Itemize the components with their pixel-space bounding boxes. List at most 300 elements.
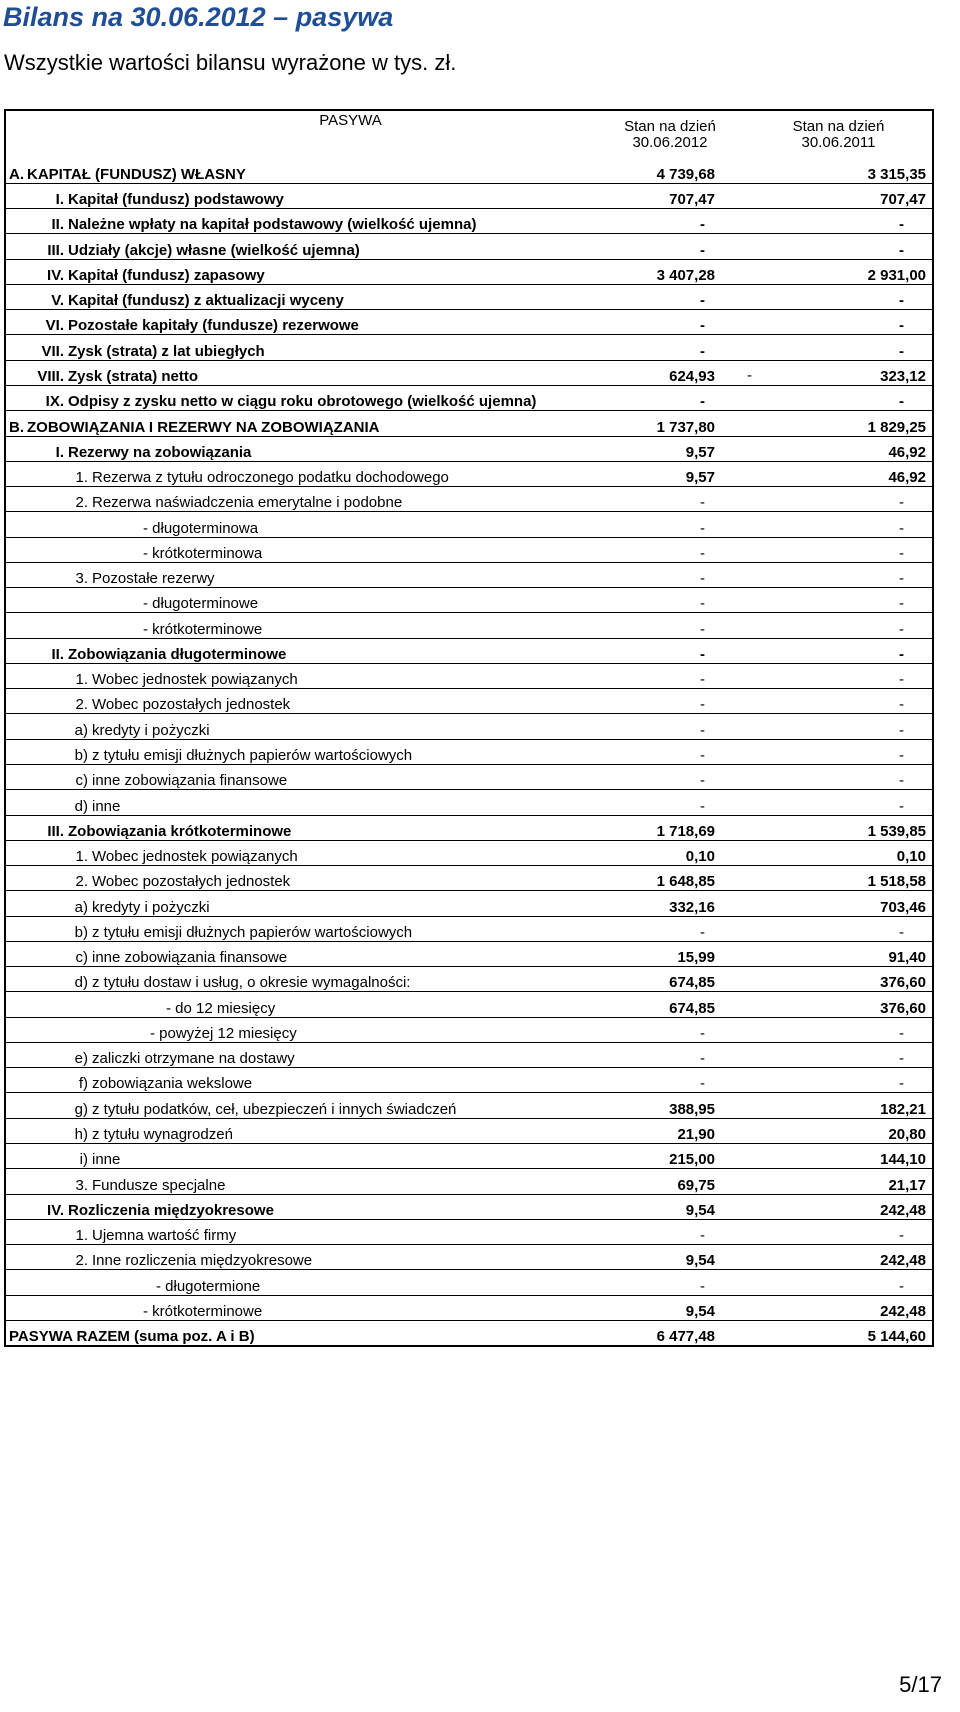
table-row <box>5 209 933 234</box>
page-number: 5/17 <box>899 1672 942 1697</box>
value-2011: - <box>899 519 904 537</box>
row-label-cell <box>5 765 595 790</box>
value-2011: - <box>899 721 904 739</box>
value-2011: 182,21 <box>880 1100 926 1118</box>
value-2012-cell <box>595 512 745 537</box>
value-2011-cell <box>745 840 933 865</box>
value-2011: 1 518,58 <box>867 873 926 891</box>
value-2012: - <box>700 797 705 815</box>
value-2011-cell <box>745 1270 933 1295</box>
value-2012: 1 648,85 <box>656 873 715 891</box>
value-2011-cell <box>745 335 933 360</box>
balance-sheet-table <box>4 109 934 1347</box>
table-row <box>5 537 933 562</box>
value-2012: 9,54 <box>685 1302 715 1320</box>
value-2012-cell <box>595 689 745 714</box>
value-2012: 3 407,28 <box>656 266 715 284</box>
table-row <box>5 1143 933 1168</box>
row-label-cell <box>5 790 595 815</box>
value-2012-cell <box>595 613 745 638</box>
row-label: ZOBOWIĄZANIA I REZERWY NA ZOBOWIĄZANIA <box>27 418 380 436</box>
row-label: - krótkoterminowe <box>143 1302 263 1320</box>
value-2011: 1 829,25 <box>867 418 926 436</box>
value-2012-cell <box>595 891 745 916</box>
row-label: z tytułu dostaw i usług, o okresie wymagalności: <box>92 974 411 992</box>
row-label: z tytułu emisji dłużnych papierów wartościowych <box>92 923 413 941</box>
value-2012-cell <box>595 360 745 385</box>
value-2012-cell <box>595 1118 745 1143</box>
row-label-cell <box>5 411 595 436</box>
row-label: Odpisy z zysku netto w ciągu roku obrotowego (wielkość ujemna) <box>68 393 537 411</box>
row-label-cell <box>5 360 595 385</box>
value-2011-cell <box>745 916 933 941</box>
value-2011-cell <box>745 1245 933 1270</box>
value-2012-cell <box>595 941 745 966</box>
row-label-cell <box>5 284 595 309</box>
table-row <box>5 739 933 764</box>
row-number: IV. <box>47 266 64 284</box>
value-2012: - <box>700 671 705 689</box>
row-label: - krótkoterminowa <box>143 544 263 562</box>
value-2012-cell <box>595 1245 745 1270</box>
row-label: Wobec jednostek powiązanych <box>92 671 298 689</box>
value-2011: - <box>899 1227 904 1245</box>
row-label-cell <box>5 310 595 335</box>
table-row <box>5 941 933 966</box>
header-col-2012 <box>595 110 745 158</box>
row-label: - do 12 miesięcy <box>166 999 276 1017</box>
row-label-cell <box>5 562 595 587</box>
table-row <box>5 1219 933 1244</box>
value-2012: 15,99 <box>677 949 715 967</box>
row-number: I. <box>55 443 64 461</box>
row-label-cell <box>5 335 595 360</box>
row-label-cell <box>5 1093 595 1118</box>
value-2011-cell <box>745 209 933 234</box>
row-label-cell <box>5 1270 595 1295</box>
value-2012: 4 739,68 <box>656 165 715 183</box>
row-label-cell <box>5 1320 595 1346</box>
value-2012: - <box>700 620 705 638</box>
row-number: V. <box>51 292 64 310</box>
value-2011: - <box>899 772 904 790</box>
value-2011: - <box>899 1075 904 1093</box>
value-2012: 707,47 <box>669 191 715 209</box>
table-row <box>5 1245 933 1270</box>
row-label: - powyżej 12 miesięcy <box>150 1024 297 1042</box>
value-2012-cell <box>595 234 745 259</box>
row-label: Rezerwa z tytułu odroczonego podatku dochodowego <box>92 469 449 487</box>
row-label: Ujemna wartość firmy <box>92 1227 237 1245</box>
row-number: 2. <box>75 696 88 714</box>
value-2012-cell <box>595 992 745 1017</box>
value-2011-cell <box>745 1143 933 1168</box>
value-2012: - <box>700 216 705 234</box>
row-number: VII. <box>41 342 64 360</box>
value-2011: - <box>899 1050 904 1068</box>
row-label: Kapitał (fundusz) z aktualizacji wyceny <box>68 292 344 310</box>
row-label-cell <box>5 1042 595 1067</box>
value-2011: - <box>899 595 904 613</box>
value-2011-cell <box>745 1017 933 1042</box>
table-row <box>5 310 933 335</box>
value-2012-cell <box>595 386 745 411</box>
value-2012-cell <box>595 1093 745 1118</box>
table-row <box>5 562 933 587</box>
value-2012: 9,54 <box>685 1252 715 1270</box>
value-2012-cell <box>595 284 745 309</box>
row-label-cell <box>5 386 595 411</box>
row-number: 3. <box>75 570 88 588</box>
row-label: Rozliczenia międzyokresowe <box>68 1201 274 1219</box>
value-2012: 69,75 <box>677 1176 715 1194</box>
value-2011-cell <box>745 638 933 663</box>
value-2011-cell <box>745 259 933 284</box>
value-2011: 2 931,00 <box>867 266 926 284</box>
value-2012: - <box>700 570 705 588</box>
row-label-cell <box>5 739 595 764</box>
value-2011: - <box>899 1024 904 1042</box>
table-header-row <box>5 110 933 158</box>
value-2012-cell <box>595 714 745 739</box>
value-2011: 1 539,85 <box>867 822 926 840</box>
row-label-cell <box>5 183 595 208</box>
table-row <box>5 158 933 183</box>
value-2012: 388,95 <box>669 1100 715 1118</box>
value-2012: 6 477,48 <box>656 1328 715 1345</box>
row-label-cell <box>5 967 595 992</box>
value-2011-cell <box>745 1118 933 1143</box>
row-label: Rezerwa naświadczenia emerytalne i podobne <box>92 494 403 512</box>
header-pasywa-label: PASYWA <box>319 112 382 129</box>
value-2011-cell <box>745 537 933 562</box>
row-label: Należne wpłaty na kapitał podstawowy (wielkość ujemna) <box>68 216 477 234</box>
row-label-cell <box>5 815 595 840</box>
value-2011-cell <box>745 1219 933 1244</box>
row-label: Kapitał (fundusz) zapasowy <box>68 266 265 284</box>
table-row <box>5 1169 933 1194</box>
value-2011: - <box>899 393 904 411</box>
table-row <box>5 916 933 941</box>
header-col-2011-line2: 30.06.2011 <box>801 133 876 151</box>
value-2012: 9,57 <box>685 469 715 487</box>
row-number: VI. <box>45 317 64 335</box>
row-label-cell <box>5 537 595 562</box>
row-number: IV. <box>47 1201 64 1219</box>
value-2012: 21,90 <box>677 1125 715 1143</box>
table-row <box>5 790 933 815</box>
value-2012-cell <box>595 1320 745 1346</box>
value-2012-cell <box>595 663 745 688</box>
value-2012-cell <box>595 739 745 764</box>
table-row <box>5 1017 933 1042</box>
row-label: Udziały (akcje) własne (wielkość ujemna) <box>68 241 360 259</box>
table-row <box>5 335 933 360</box>
value-2011-cell <box>745 992 933 1017</box>
value-2011: 242,48 <box>880 1252 926 1270</box>
value-2011-cell <box>745 1320 933 1346</box>
table-row <box>5 360 933 385</box>
value-2012: - <box>700 292 705 310</box>
table-row <box>5 638 933 663</box>
row-number: VIII. <box>37 368 64 386</box>
value-2011: 20,80 <box>888 1125 926 1143</box>
row-label-cell <box>5 840 595 865</box>
value-2012-cell <box>595 1143 745 1168</box>
row-label-cell <box>5 689 595 714</box>
value-2011-cell <box>745 1295 933 1320</box>
value-2012: 674,85 <box>669 999 715 1017</box>
header-col-2012-line1: Stan na dzień <box>624 117 716 135</box>
header-col-2011-line1: Stan na dzień <box>792 117 885 135</box>
row-label-cell <box>5 1118 595 1143</box>
value-2012-cell <box>595 183 745 208</box>
row-number: e) <box>74 1050 88 1068</box>
value-2011-cell <box>745 183 933 208</box>
value-2011: 5 144,60 <box>867 1328 926 1345</box>
value-2011-cell <box>745 1068 933 1093</box>
table-row <box>5 1042 933 1067</box>
value-2011: - <box>899 570 904 588</box>
value-2011: - <box>899 241 904 259</box>
row-label-cell <box>5 234 595 259</box>
value-2011: 3 315,35 <box>867 165 926 183</box>
value-2012-cell <box>595 916 745 941</box>
value-2012-cell <box>595 967 745 992</box>
row-label: Wobec pozostałych jednostek <box>92 696 291 714</box>
row-label: Zysk (strata) z lat ubiegłych <box>68 342 265 360</box>
value-2012: - <box>700 645 705 663</box>
value-2011-cell <box>745 967 933 992</box>
value-2012-cell <box>595 1169 745 1194</box>
table-row <box>5 386 933 411</box>
row-label: - długoterminowe <box>143 595 259 613</box>
value-2012: - <box>700 519 705 537</box>
row-label: inne <box>92 797 121 815</box>
page-title: Bilans na 30.06.2012 – pasywa <box>3 2 394 32</box>
value-2011: 46,92 <box>888 469 926 487</box>
value-2011: 703,46 <box>880 898 926 916</box>
row-label-cell <box>5 663 595 688</box>
value-2012: - <box>700 595 705 613</box>
value-2012: 9,54 <box>685 1201 715 1219</box>
table-row <box>5 284 933 309</box>
value-2011-cell <box>745 1093 933 1118</box>
value-2011-cell <box>745 461 933 486</box>
row-number: a) <box>74 721 88 739</box>
row-label-cell <box>5 992 595 1017</box>
value-2012-cell <box>595 487 745 512</box>
table-row <box>5 259 933 284</box>
value-2011-cell <box>745 436 933 461</box>
value-2012: 1 718,69 <box>656 822 715 840</box>
value-2012: 215,00 <box>669 1151 715 1169</box>
row-number: II. <box>51 216 64 234</box>
row-label-cell <box>5 588 595 613</box>
table-row <box>5 436 933 461</box>
row-label-cell <box>5 1143 595 1168</box>
value-2011: - <box>899 544 904 562</box>
row-number: 1. <box>75 469 88 487</box>
value-2012-cell <box>595 436 745 461</box>
value-2011-cell <box>745 714 933 739</box>
value-2012: - <box>700 772 705 790</box>
row-label-cell <box>5 512 595 537</box>
row-label: - krótkoterminowe <box>143 620 263 638</box>
table-row <box>5 1295 933 1320</box>
value-2012: - <box>700 696 705 714</box>
table-row <box>5 765 933 790</box>
value-2011: 242,48 <box>880 1201 926 1219</box>
value-2012: - <box>700 393 705 411</box>
row-label-cell <box>5 1017 595 1042</box>
row-number: d) <box>74 797 88 815</box>
row-label-cell <box>5 487 595 512</box>
value-2012-cell <box>595 461 745 486</box>
table-row <box>5 512 933 537</box>
value-2012-cell <box>595 1295 745 1320</box>
row-label: z tytułu wynagrodzeń <box>92 1125 233 1143</box>
value-2011-cell <box>745 562 933 587</box>
value-2012: - <box>700 241 705 259</box>
table-row <box>5 1194 933 1219</box>
table-row <box>5 992 933 1017</box>
value-2011: 91,40 <box>888 949 926 967</box>
row-number: 1. <box>75 848 88 866</box>
row-number: b) <box>74 747 88 764</box>
row-label: zobowiązania wekslowe <box>92 1075 253 1093</box>
table-row <box>5 815 933 840</box>
row-label-cell <box>5 916 595 941</box>
page-subtitle: Wszystkie wartości bilansu wyrażone w tys. zł. <box>4 50 457 75</box>
row-label-cell <box>5 891 595 916</box>
value-2012: - <box>700 1024 705 1042</box>
value-2011-cell <box>745 941 933 966</box>
value-2011: - <box>899 696 904 714</box>
value-2012: - <box>700 544 705 562</box>
row-label-cell <box>5 158 595 183</box>
row-label: kredyty i pożyczki <box>92 898 210 916</box>
value-2011-cell <box>745 588 933 613</box>
table-row <box>5 967 933 992</box>
value-2011-cell <box>745 234 933 259</box>
row-label: Zobowiązania długoterminowe <box>68 645 287 663</box>
value-2011: - <box>899 216 904 234</box>
row-number: III. <box>47 822 64 840</box>
value-2011-cell <box>745 663 933 688</box>
table-row <box>5 663 933 688</box>
row-label-cell <box>5 613 595 638</box>
table-row <box>5 183 933 208</box>
value-2011: 376,60 <box>880 974 926 992</box>
value-2011-cell <box>745 790 933 815</box>
table-row <box>5 1118 933 1143</box>
row-label: Wobec jednostek powiązanych <box>92 848 298 866</box>
table-row <box>5 461 933 486</box>
table-row <box>5 714 933 739</box>
value-2012-cell <box>595 411 745 436</box>
value-2012-cell <box>595 209 745 234</box>
table-row <box>5 840 933 865</box>
value-2012-cell <box>595 562 745 587</box>
row-label: kredyty i pożyczki <box>92 721 210 739</box>
header-pasywa <box>5 110 595 158</box>
row-label: KAPITAŁ (FUNDUSZ) WŁASNY <box>27 165 246 183</box>
row-number: f) <box>78 1075 88 1093</box>
value-2012-cell <box>595 765 745 790</box>
row-label: Zysk (strata) netto <box>68 368 199 386</box>
value-2012-cell <box>595 638 745 663</box>
value-2012: - <box>700 342 705 360</box>
row-label-cell <box>5 209 595 234</box>
row-label-cell <box>5 436 595 461</box>
value-2011-cell <box>745 1194 933 1219</box>
value-2012: - <box>700 747 705 764</box>
table-row <box>5 1068 933 1093</box>
table-row <box>5 891 933 916</box>
row-label-cell <box>5 1194 595 1219</box>
row-number: IX. <box>45 393 64 411</box>
value-2012-cell <box>595 335 745 360</box>
value-2011-cell <box>745 284 933 309</box>
value-2012: - <box>700 923 705 941</box>
value-2012-cell <box>595 1068 745 1093</box>
row-number: h) <box>74 1125 88 1143</box>
row-number: 1. <box>75 1227 88 1245</box>
row-number: b) <box>74 923 88 941</box>
value-2012-cell <box>595 158 745 183</box>
row-label: Fundusze specjalne <box>92 1176 226 1194</box>
table-row <box>5 689 933 714</box>
table-row <box>5 1093 933 1118</box>
row-number: 3. <box>75 1176 88 1194</box>
value-2011-sign: - <box>747 367 752 385</box>
row-number: A. <box>9 165 24 183</box>
value-2012-cell <box>595 866 745 891</box>
value-2011-cell <box>745 310 933 335</box>
value-2011-cell <box>745 689 933 714</box>
value-2011-cell <box>745 815 933 840</box>
value-2012-cell <box>595 815 745 840</box>
value-2011-cell <box>745 512 933 537</box>
row-label: Zobowiązania krótkoterminowe <box>68 822 292 840</box>
value-2011: - <box>899 645 904 663</box>
row-label: Wobec pozostałych jednostek <box>92 873 291 891</box>
value-2012: - <box>700 721 705 739</box>
row-label: inne zobowiązania finansowe <box>92 772 288 790</box>
row-label: Inne rozliczenia międzyokresowe <box>92 1252 313 1270</box>
value-2012: - <box>700 1050 705 1068</box>
value-2011: 323,12 <box>880 368 926 386</box>
value-2011-cell <box>745 386 933 411</box>
row-label-cell <box>5 1219 595 1244</box>
header-col-2011 <box>745 110 933 158</box>
value-2011: 144,10 <box>880 1151 926 1169</box>
value-2012: 0,10 <box>685 848 715 866</box>
row-label: Pozostałe rezerwy <box>92 570 215 588</box>
value-2011: - <box>899 1277 904 1295</box>
value-2011-cell <box>745 765 933 790</box>
value-2012: - <box>700 317 705 335</box>
value-2011-cell <box>745 411 933 436</box>
value-2011-cell <box>745 360 933 385</box>
row-label-cell <box>5 866 595 891</box>
value-2011-cell <box>745 1042 933 1067</box>
table-row <box>5 487 933 512</box>
row-number: d) <box>74 974 88 992</box>
row-number: c) <box>75 949 88 967</box>
row-number: I. <box>55 191 64 209</box>
